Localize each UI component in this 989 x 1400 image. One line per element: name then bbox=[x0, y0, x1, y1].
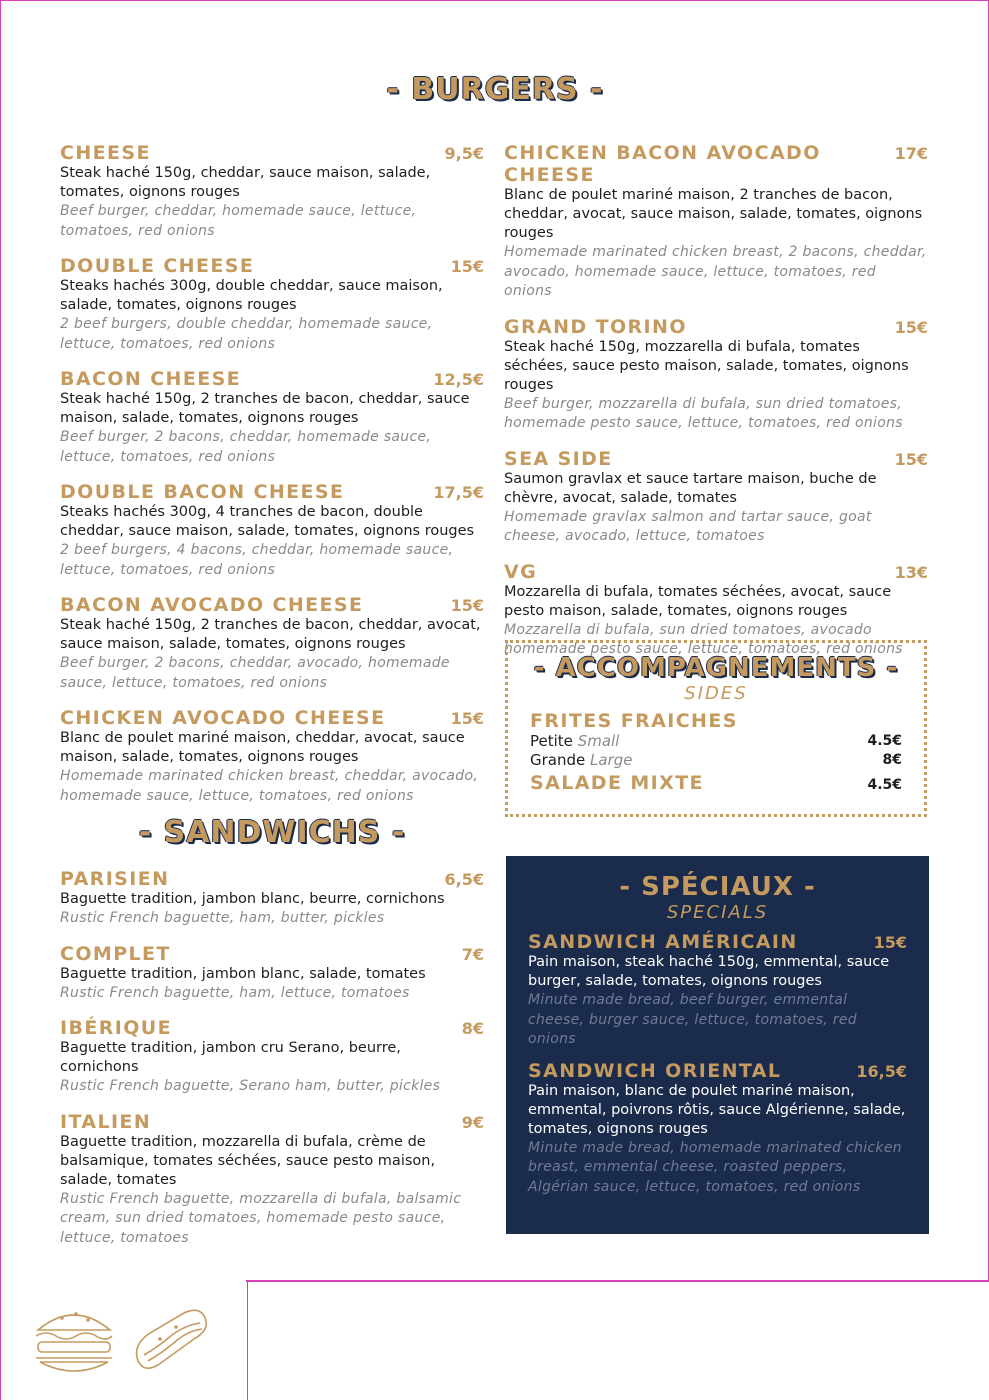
item-name: BACON AVOCADO CHEESE bbox=[60, 594, 364, 616]
item-description-en: Mozzarella di bufala, sun dried tomatoes, avocado homemade pesto sauce, lettuce, tomatoes, red onions bbox=[504, 621, 903, 657]
item-description-en: Rustic French baguette, mozzarella di bufala, balsamic cream, sun dried tomatoes, homemade pesto sauce, lettuce, tomatoes bbox=[60, 1190, 462, 1246]
item-description-en: Homemade gravlax salmon and tartar sauce, goat cheese, avocado, lettuce, tomatoes bbox=[504, 508, 872, 544]
menu-item bbox=[504, 448, 928, 547]
menu-item bbox=[60, 142, 484, 241]
item-price: 15€ bbox=[450, 596, 484, 615]
item-description-en: Beef burger, cheddar, homemade sauce, lettuce, tomatoes, red onions bbox=[60, 203, 417, 239]
sandwichs-column bbox=[60, 868, 484, 1262]
sides-title: - ACCOMPAGNEMENTS - bbox=[533, 653, 899, 683]
item-name: SANDWICH ORIENTAL bbox=[528, 1059, 782, 1082]
specials-subtitle: SPECIALS bbox=[666, 902, 769, 923]
menu-item bbox=[60, 943, 484, 1004]
item-description-fr: Steak haché 150g, cheddar, sauce maison, salade, tomates, oignons rouges bbox=[60, 165, 431, 200]
item-description-fr: Blanc de poulet mariné maison, 2 tranches de bacon, cheddar, avocat, sauce maison, salade, tomates, oignons rouges bbox=[504, 187, 923, 241]
item-description-fr: Steak haché 150g, 2 tranches de bacon, cheddar, avocat, sauce maison, salade, tomates, oignons rouges bbox=[60, 617, 481, 652]
fries-name: FRITES FRAICHES bbox=[530, 710, 738, 732]
item-price: 9,5€ bbox=[444, 144, 484, 163]
item-name: VG bbox=[504, 560, 538, 583]
side-option-price: 4.5€ bbox=[867, 733, 902, 749]
item-description-fr: Blanc de poulet mariné maison, cheddar, avocat, sauce maison, salade, tomates, oignons rouges bbox=[60, 730, 465, 765]
side-option-fr: Petite bbox=[530, 732, 573, 750]
side-option-price: 8€ bbox=[882, 752, 902, 768]
item-name: CHICKEN BACON AVOCADO CHEESE bbox=[504, 142, 821, 186]
item-description-fr: Steak haché 150g, mozzarella di bufala, tomates séchées, sauce pesto maison, salade, tomates, oignons rouges bbox=[504, 338, 909, 393]
menu-item bbox=[60, 368, 484, 467]
item-description-en: Homemade marinated chicken breast, cheddar, avocado, homemade sauce, lettuce, tomatoes, red onions bbox=[60, 768, 479, 804]
item-price: 17,5€ bbox=[433, 483, 484, 502]
burger-icon bbox=[32, 1300, 116, 1384]
side-option-row bbox=[530, 732, 902, 751]
menu-item bbox=[60, 481, 484, 580]
menu-item bbox=[528, 1060, 907, 1198]
specials-title: - SPÉCIAUX - bbox=[619, 872, 816, 902]
item-description-en: Rustic French baguette, Serano ham, butter, pickles bbox=[60, 1078, 441, 1094]
item-name: GRAND TORINO bbox=[504, 315, 687, 338]
item-price: 17€ bbox=[894, 144, 928, 163]
item-price: 7€ bbox=[461, 944, 484, 964]
item-description-en: Minute made bread, beef burger, emmental cheese, burger sauce, lettuce, tomatoes, red onions bbox=[528, 992, 857, 1047]
item-name: DOUBLE CHEESE bbox=[60, 255, 255, 277]
item-price: 9€ bbox=[461, 1112, 484, 1132]
item-description-fr: Steaks hachés 300g, 4 tranches de bacon, double cheddar, sauce maison, salade, tomates, oignons rouges bbox=[60, 504, 475, 539]
menu-item bbox=[60, 1017, 484, 1097]
burgers-title: - BURGERS - bbox=[386, 72, 604, 107]
menu-item bbox=[504, 142, 928, 302]
item-name: BACON CHEESE bbox=[60, 368, 242, 390]
item-description-fr: Baguette tradition, mozzarella di bufala, crème de balsamique, tomates séchées, sauce pesto maison, salade, tomates bbox=[60, 1133, 436, 1188]
item-name: SEA SIDE bbox=[504, 447, 613, 470]
page-frame-step bbox=[246, 1280, 989, 1282]
item-description-fr: Steak haché 150g, 2 tranches de bacon, cheddar, sauce maison, salade, tomates, oignons rouges bbox=[60, 391, 470, 426]
item-price: 13€ bbox=[894, 562, 928, 582]
item-description-fr: Pain maison, steak haché 150g, emmental, sauce burger, salade, tomates, oignons rouges bbox=[528, 954, 890, 989]
item-description-en: Minute made bread, homemade marinated chicken breast, emmental cheese, roasted peppers, Algérian sauce, lettuce, tomatoes, red onions bbox=[528, 1139, 902, 1195]
menu-item bbox=[60, 1111, 484, 1249]
item-price: 12,5€ bbox=[433, 370, 484, 389]
burgers-right-column bbox=[504, 142, 928, 674]
menu-item bbox=[60, 868, 484, 929]
item-name: ITALIEN bbox=[60, 1110, 152, 1133]
sandwichs-title: - SANDWICHS - bbox=[138, 815, 406, 850]
item-description-en: 2 beef burgers, double cheddar, homemade sauce, lettuce, tomatoes, red onions bbox=[60, 316, 433, 352]
item-price: 15€ bbox=[450, 257, 484, 276]
specials-box bbox=[506, 856, 929, 1234]
item-price: 8€ bbox=[461, 1019, 484, 1038]
side-option-row bbox=[530, 751, 902, 770]
salad-name: SALADE MIXTE bbox=[530, 772, 704, 794]
item-price: 15€ bbox=[873, 933, 907, 952]
sides-subtitle: SIDES bbox=[684, 683, 748, 704]
side-option-en: Large bbox=[590, 751, 633, 769]
salad-price: 4.5€ bbox=[867, 777, 902, 793]
sandwich-icon bbox=[128, 1305, 210, 1381]
item-price: 15€ bbox=[894, 317, 928, 337]
item-name: IBÉRIQUE bbox=[60, 1017, 172, 1039]
menu-item bbox=[60, 594, 484, 693]
item-name: CHEESE bbox=[60, 142, 151, 164]
item-name: COMPLET bbox=[60, 942, 171, 965]
item-price: 6,5€ bbox=[444, 870, 484, 889]
burgers-left-column bbox=[60, 142, 484, 820]
item-price: 16,5€ bbox=[856, 1061, 907, 1081]
item-price: 15€ bbox=[450, 709, 484, 728]
item-name: DOUBLE BACON CHEESE bbox=[60, 481, 345, 503]
item-name: CHICKEN AVOCADO CHEESE bbox=[60, 707, 386, 729]
item-description-fr: Baguette tradition, jambon blanc, salade, tomates bbox=[60, 965, 426, 982]
item-description-fr: Saumon gravlax et sauce tartare maison, buche de chèvre, avocat, salade, tomates bbox=[504, 470, 877, 506]
item-description-fr: Baguette tradition, jambon cru Serano, beurre, cornichons bbox=[60, 1040, 401, 1075]
item-description-fr: Pain maison, blanc de poulet mariné maison, emmental, poivrons rôtis, sauce Algérienne, salade, tomates, oignons rouges bbox=[528, 1082, 906, 1137]
item-price: 15€ bbox=[894, 449, 928, 469]
item-description-en: Beef burger, mozzarella di bufala, sun dried tomatoes, homemade pesto sauce, lettuce, tomatoes, red onions bbox=[504, 395, 903, 431]
sides-box bbox=[505, 640, 927, 817]
item-description-en: Beef burger, 2 bacons, cheddar, homemade sauce, lettuce, tomatoes, red onions bbox=[60, 429, 432, 465]
item-name: PARISIEN bbox=[60, 868, 170, 890]
menu-item bbox=[60, 255, 484, 354]
side-option-en: Small bbox=[577, 732, 620, 750]
item-description-en: Rustic French baguette, ham, lettuce, tomatoes bbox=[60, 984, 410, 1001]
item-description-en: Beef burger, 2 bacons, cheddar, avocado, homemade sauce, lettuce, tomatoes, red onions bbox=[60, 655, 450, 691]
item-description-en: Homemade marinated chicken breast, 2 bacons, cheddar, avocado, homemade sauce, lettuce, tomatoes, red onions bbox=[504, 244, 927, 299]
item-description-fr: Mozzarella di bufala, tomates séchées, avocat, sauce pesto maison, salade, tomates, oignons rouges bbox=[504, 583, 892, 619]
menu-item bbox=[528, 931, 907, 1050]
item-description-en: Rustic French baguette, ham, butter, pickles bbox=[60, 910, 385, 926]
item-description-en: 2 beef burgers, 4 bacons, cheddar, homemade sauce, lettuce, tomatoes, red onions bbox=[60, 542, 454, 578]
item-description-fr: Baguette tradition, jambon blanc, beurre, cornichons bbox=[60, 891, 445, 907]
item-description-fr: Steaks hachés 300g, double cheddar, sauce maison, salade, tomates, oignons rouges bbox=[60, 278, 443, 313]
menu-item bbox=[504, 316, 928, 434]
item-name: SANDWICH AMÉRICAIN bbox=[528, 931, 798, 953]
salad-row bbox=[530, 772, 902, 794]
side-option-fr: Grande bbox=[530, 751, 586, 769]
menu-item bbox=[60, 707, 484, 806]
